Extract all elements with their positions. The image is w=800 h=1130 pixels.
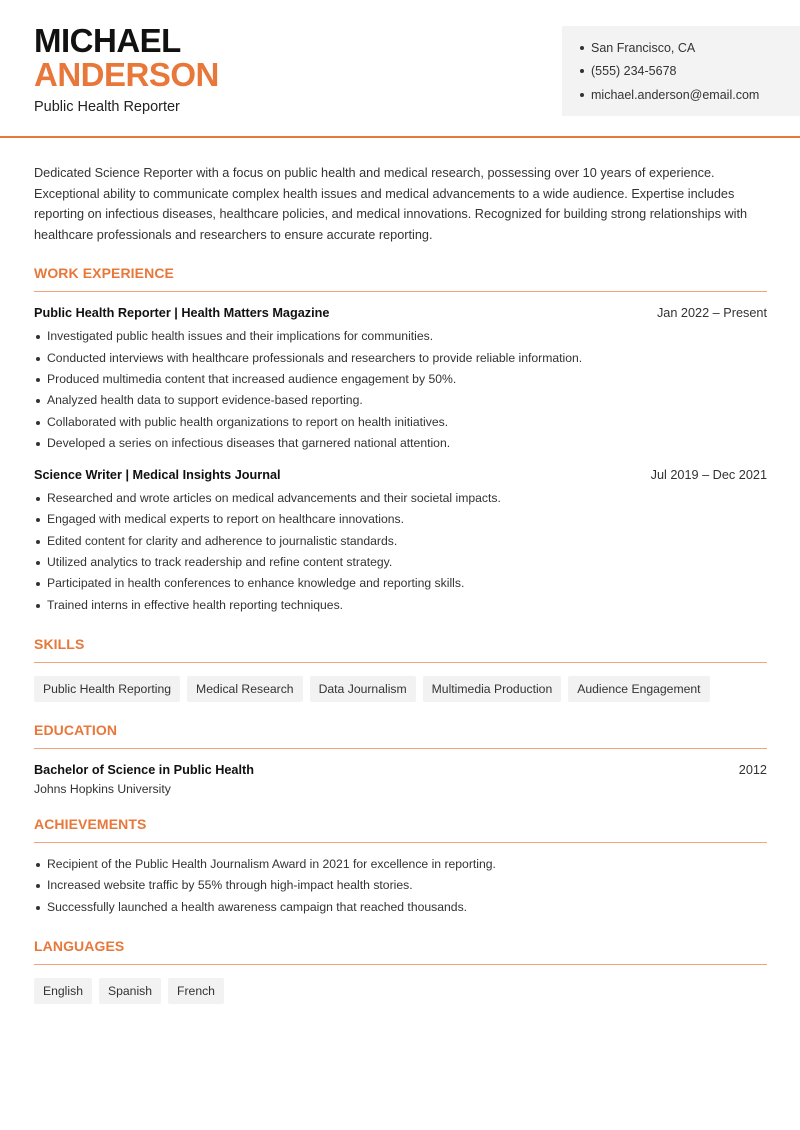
list-item: Produced multimedia content that increased audience engagement by 50%. (34, 369, 767, 390)
skill-tag: Medical Research (187, 676, 303, 702)
job-bullets (34, 488, 767, 616)
job-role: Public Health Reporter | Health Matters Magazine (34, 306, 330, 321)
language-tag: English (34, 978, 92, 1004)
skill-tags (34, 676, 767, 702)
section-title: EDUCATION (34, 722, 767, 749)
language-tags (34, 978, 767, 1004)
resume-body (34, 163, 767, 1004)
bullet-icon (580, 93, 584, 97)
contact-phone (580, 60, 800, 84)
job-dates: Jan 2022 – Present (656, 306, 767, 321)
list-item: Increased website traffic by 55% through high-impact health stories. (34, 875, 767, 896)
job-title: Public Health Reporter (34, 99, 180, 115)
list-item: Researched and wrote articles on medical advancements and their societal impacts. (34, 488, 767, 509)
section-title: LANGUAGES (34, 938, 767, 965)
education-section (34, 722, 767, 796)
first-name: MICHAEL (34, 22, 181, 59)
bullet-icon (580, 69, 584, 73)
resume-header (0, 0, 800, 138)
email-text: michael.anderson@email.com (591, 87, 760, 102)
section-title: ACHIEVEMENTS (34, 816, 767, 843)
skill-tag: Multimedia Production (423, 676, 562, 702)
job-entry (34, 468, 767, 616)
section-title: SKILLS (34, 636, 767, 663)
skill-tag: Data Journalism (310, 676, 416, 702)
job-role: Science Writer | Medical Insights Journal (34, 468, 281, 483)
list-item: Developed a series on infectious diseases that garnered national attention. (34, 433, 767, 454)
education-header (34, 763, 767, 777)
contact-location (580, 36, 800, 60)
list-item: Participated in health conferences to enhance knowledge and reporting skills. (34, 573, 767, 594)
school: Johns Hopkins University (34, 781, 171, 796)
summary: Dedicated Science Reporter with a focus on public health and medical research, possessing over 10 years of experience. Exceptional ability to communicate complex health issues and medical advancements to a wide audience. Expertise includes reporting on infectious diseases, healthcare policies, and medical innovations. Recognized for building strong relationships with healthcare professionals and researchers to ensure accurate reporting. (34, 166, 748, 242)
skill-tag: Public Health Reporting (34, 676, 180, 702)
degree: Bachelor of Science in Public Health (34, 762, 254, 777)
last-name: ANDERSON (34, 56, 219, 93)
work-experience-section (34, 265, 767, 616)
list-item: Analyzed health data to support evidence-based reporting. (34, 390, 767, 411)
education-entry (34, 763, 767, 796)
list-item: Engaged with medical experts to report on healthcare innovations. (34, 509, 767, 530)
list-item: Edited content for clarity and adherence to journalistic standards. (34, 531, 767, 552)
list-item: Trained interns in effective health reporting techniques. (34, 595, 767, 616)
list-item: Successfully launched a health awareness campaign that reached thousands. (34, 897, 767, 918)
graduation-year: 2012 (738, 762, 767, 777)
job-header (34, 468, 767, 482)
phone-text: (555) 234-5678 (591, 64, 677, 79)
language-tag: French (168, 978, 224, 1004)
job-bullets (34, 326, 767, 454)
job-header (34, 306, 767, 320)
skills-section (34, 636, 767, 702)
location-text: San Francisco, CA (591, 40, 696, 55)
contact-box (562, 26, 800, 116)
job-dates: Jul 2019 – Dec 2021 (650, 468, 767, 483)
section-title: WORK EXPERIENCE (34, 265, 767, 292)
achievements-section (34, 816, 767, 918)
list-item: Utilized analytics to track readership and refine content strategy. (34, 552, 767, 573)
skill-tag: Audience Engagement (568, 676, 709, 702)
list-item: Conducted interviews with healthcare professionals and researchers to provide reliable information. (34, 348, 767, 369)
languages-section (34, 938, 767, 1004)
list-item: Collaborated with public health organizations to report on health initiatives. (34, 412, 767, 433)
list-item: Investigated public health issues and their implications for communities. (34, 326, 767, 347)
bullet-icon (580, 46, 584, 50)
list-item: Recipient of the Public Health Journalism Award in 2021 for excellence in reporting. (34, 854, 767, 875)
achievement-list (34, 854, 767, 918)
language-tag: Spanish (99, 978, 161, 1004)
job-entry (34, 306, 767, 454)
contact-email (580, 83, 800, 107)
